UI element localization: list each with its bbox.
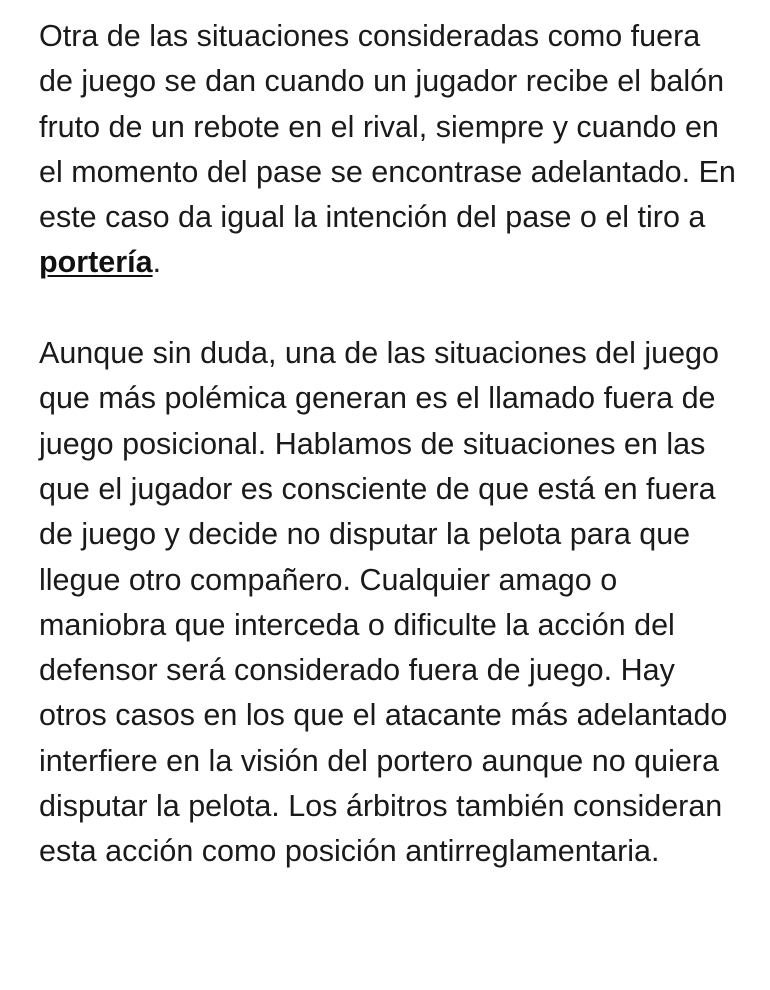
- article-body: [39, 14, 739, 875]
- paragraph-2: Aunque sin duda, una de las situaciones del juego que más polémica generan es el llamado fuera de juego posicional. Hablamos de situaciones en las que el jugador es consciente de que está en fuera de juego y decide no disputar la pelota para que llegue otro compañero. Cualquier amago o maniobra que interceda o dificulte la acción del defensor será considerado fuera de juego. Hay otros casos en los que el atacante más adelantado interfiere en la visión del portero aunque no quiera disputar la pelota. Los árbitros también consideran esta acción como posición antirreglamentaria.: [39, 336, 728, 869]
- paragraph-1-text: Otra de las situaciones consideradas como fuera de juego se dan cuando un jugador recibe el balón fruto de un rebote en el rival, siempre y cuando en el momento del pase se encontrase adelantado. En este caso da igual la intención del pase o el tiro a: [39, 19, 736, 235]
- paragraph-1-end: .: [152, 245, 162, 280]
- paragraph-1: [39, 14, 739, 286]
- porteria-link[interactable]: portería: [39, 245, 153, 280]
